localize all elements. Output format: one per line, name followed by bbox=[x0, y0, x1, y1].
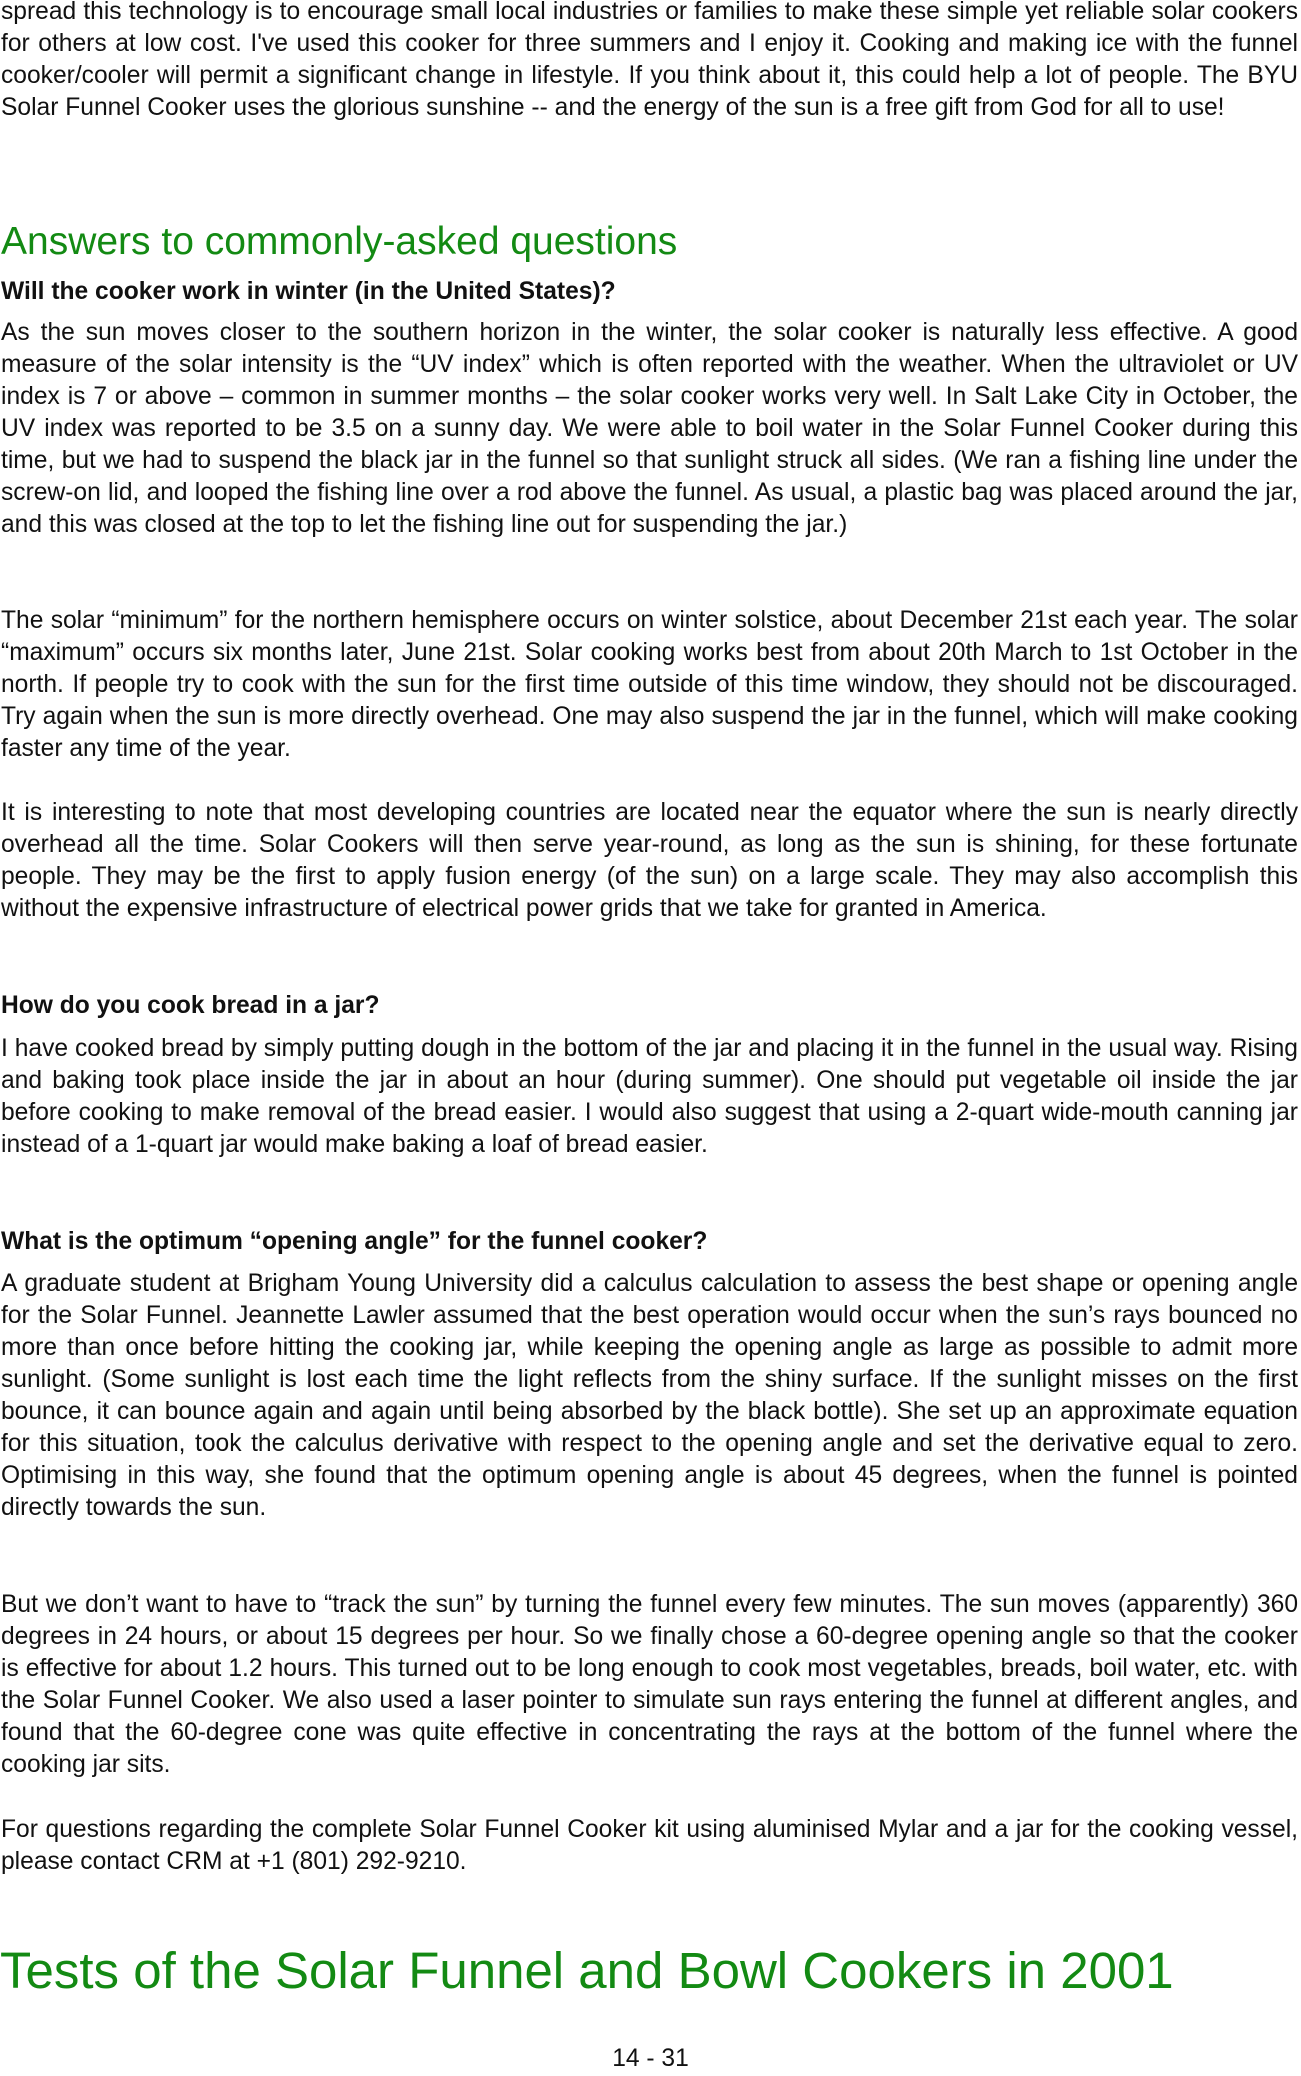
answer-angle-paragraph-1: A graduate student at Brigham Young University did a calculus calculation to assess the best shape or opening angle for the Solar Funnel. Jeannette Lawler assumed that the best operation would occur when the sun’s rays bounced no more than once before hitting the cooking jar, while keeping the opening angle as large as possible to admit more sunlight. (Some sunlight is lost each time the light reflects from the shiny surface. If the sunlight misses on the first bounce, it can bounce again and again until being absorbed by the black bottle). She set up an approximate equation for this situation, took the calculus derivative with respect to the opening angle and set the derivative equal to zero. Optimising in this way, she found that the optimum opening angle is about 45 degrees, when the funnel is pointed directly towards the sun. bbox=[1, 1270, 1298, 1521]
answer-winter-paragraph-3: It is interesting to note that most developing countries are located near the equator where the sun is nearly directly overhead all the time. Solar Cookers will then serve year-round, as long as the sun is shining, for these fortunate people. They may be the first to apply fusion energy (of the sun) on a large scale. They may also accomplish this without the expensive infrastructure of electrical power grids that we take for granted in America. bbox=[1, 799, 1298, 922]
faq-heading: Answers to commonly-asked questions bbox=[1, 220, 678, 263]
answer-winter-paragraph-1: As the sun moves closer to the southern horizon in the winter, the solar cooker is naturally less effective. A good measure of the solar intensity is the “UV index” which is often reported with the weather. When the ultraviolet or UV index is 7 or above – common in summer months – the solar cooker works very well. In Salt Lake City in October, the UV index was reported to be 3.5 on a sunny day. We were able to boil water in the Solar Funnel Cooker during this time, but we had to suspend the black jar in the funnel so that sunlight struck all sides. (We ran a fishing line under the screw-on lid, and looped the fishing line over a rod above the funnel. As usual, a plastic bag was placed around the jar, and this was closed at the top to let the fishing line out for suspending the jar.) bbox=[1, 319, 1298, 538]
question-opening-angle: What is the optimum “opening angle” for the funnel cooker? bbox=[1, 1228, 708, 1255]
question-bread: How do you cook bread in a jar? bbox=[1, 992, 380, 1019]
answer-angle-paragraph-2: But we don’t want to have to “track the sun” by turning the funnel every few minutes. The sun moves (apparently) 360 degrees in 24 hours, or about 15 degrees per hour. So we finally chose a 60-degree opening angle so that the cooker is effective for about 1.2 hours. This turned out to be long enough to cook most vegetables, breads, boil water, etc. with the Solar Funnel Cooker. We also used a laser pointer to simulate sun rays entering the funnel at different angles, and found that the 60-degree cone was quite effective in concentrating the rays at the bottom of the funnel where the cooking jar sits. bbox=[1, 1591, 1298, 1778]
page-number: 14 - 31 bbox=[612, 2045, 689, 2072]
answer-winter-paragraph-2: The solar “minimum” for the northern hemisphere occurs on winter solstice, about December 21st each year. The solar “maximum” occurs six months later, June 21st. Solar cooking works best from about 20th March to 1st October in the north. If people try to cook with the sun for the first time outside of this time window, they should not be discouraged. Try again when the sun is more directly overhead. One may also suspend the jar in the funnel, which will make cooking faster any time of the year. bbox=[1, 607, 1298, 762]
answer-bread-paragraph-1: I have cooked bread by simply putting dough in the bottom of the jar and placing it in the funnel in the usual way. Rising and baking took place inside the jar in about an hour (during summer). One should put vegetable oil inside the jar before cooking to make removal of the bread easier. I would also suggest that using a 2-quart wide-mouth canning jar instead of a 1-quart jar would make baking a loaf of bread easier. bbox=[1, 1035, 1298, 1158]
contact-paragraph: For questions regarding the complete Solar Funnel Cooker kit using aluminised Mylar and a jar for the cooking vessel, please contact CRM at +1 (801) 292-9210. bbox=[1, 1816, 1298, 1875]
intro-paragraph: spread this technology is to encourage small local industries or families to make these simple yet reliable solar cookers for others at low cost. I've used this cooker for three summers and I enjoy it. Cooking and making ice with the funnel cooker/cooler will permit a significant change in lifestyle. If you think about it, this could help a lot of people. The BYU Solar Funnel Cooker uses the glorious sunshine -- and the energy of the sun is a free gift from God for all to use! bbox=[1, 0, 1298, 121]
question-winter: Will the cooker work in winter (in the United States)? bbox=[1, 278, 616, 305]
tests-heading: Tests of the Solar Funnel and Bowl Cookers in 2001 bbox=[0, 1942, 1174, 1999]
